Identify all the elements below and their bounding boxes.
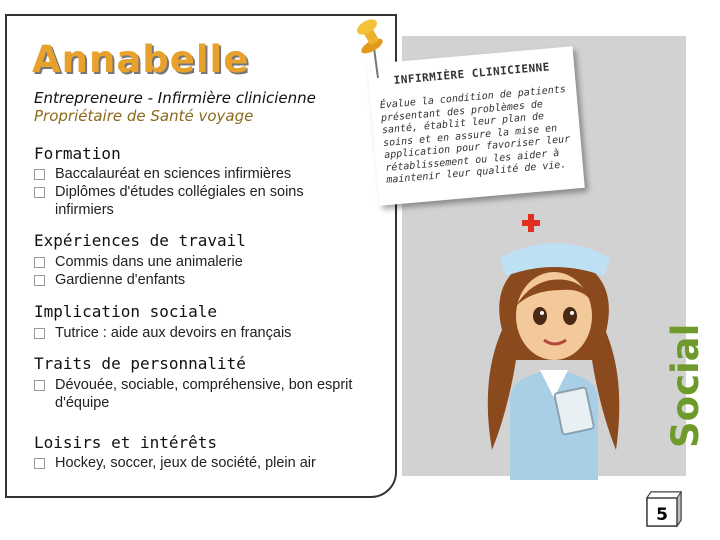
experience-list (34, 253, 364, 289)
category-label: Social (664, 323, 707, 448)
checkbox-bullet-icon (34, 275, 45, 286)
checkbox-bullet-icon (34, 380, 45, 391)
list-item: Diplômes d'études collégiales en soins infirmiers (34, 183, 364, 219)
section-heading-social-involvement: Implication sociale (34, 302, 218, 321)
list-item: Hockey, soccer, jeux de société, plein air (34, 454, 364, 472)
list-item: Gardienne d'enfants (34, 271, 364, 289)
checkbox-bullet-icon (34, 187, 45, 198)
list-item: Commis dans une animalerie (34, 253, 364, 271)
page-number: 5 (656, 505, 668, 525)
push-pin-icon (354, 18, 394, 82)
list-item: Dévouée, sociable, compréhensive, bon esprit d'équipe (34, 376, 364, 412)
nurse-illustration (470, 210, 638, 500)
checkbox-bullet-icon (34, 458, 45, 469)
personality-list (34, 376, 364, 412)
formation-list (34, 165, 364, 219)
checkbox-bullet-icon (34, 328, 45, 339)
profile-title: Entrepreneure - Infirmière clinicienne (34, 89, 316, 107)
job-description-note (367, 46, 585, 205)
section-heading-hobbies: Loisirs et intérêts (34, 433, 218, 452)
profile-name: Annabelle (32, 38, 250, 81)
list-item: Baccalauréat en sciences infirmières (34, 165, 364, 183)
checkbox-bullet-icon (34, 257, 45, 268)
section-heading-personality: Traits de personnalité (34, 354, 246, 373)
profile-business: Propriétaire de Santé voyage (34, 107, 254, 125)
list-item: Tutrice : aide aux devoirs en français (34, 324, 364, 342)
section-heading-formation: Formation (34, 144, 121, 163)
note-title: INFIRMIÈRE CLINICIENNE (393, 60, 551, 87)
section-heading-experience: Expériences de travail (34, 231, 246, 250)
note-text: Évalue la condition de patients présentant des problèmes de santé, établit leur plan de soins et en assure la mise en application pour favoriser leur rétablissement ou les aider à maintenir leur qualité de vie. (379, 84, 571, 186)
hobbies-list (34, 454, 364, 472)
checkbox-bullet-icon (34, 169, 45, 180)
social-involvement-list (34, 324, 364, 342)
